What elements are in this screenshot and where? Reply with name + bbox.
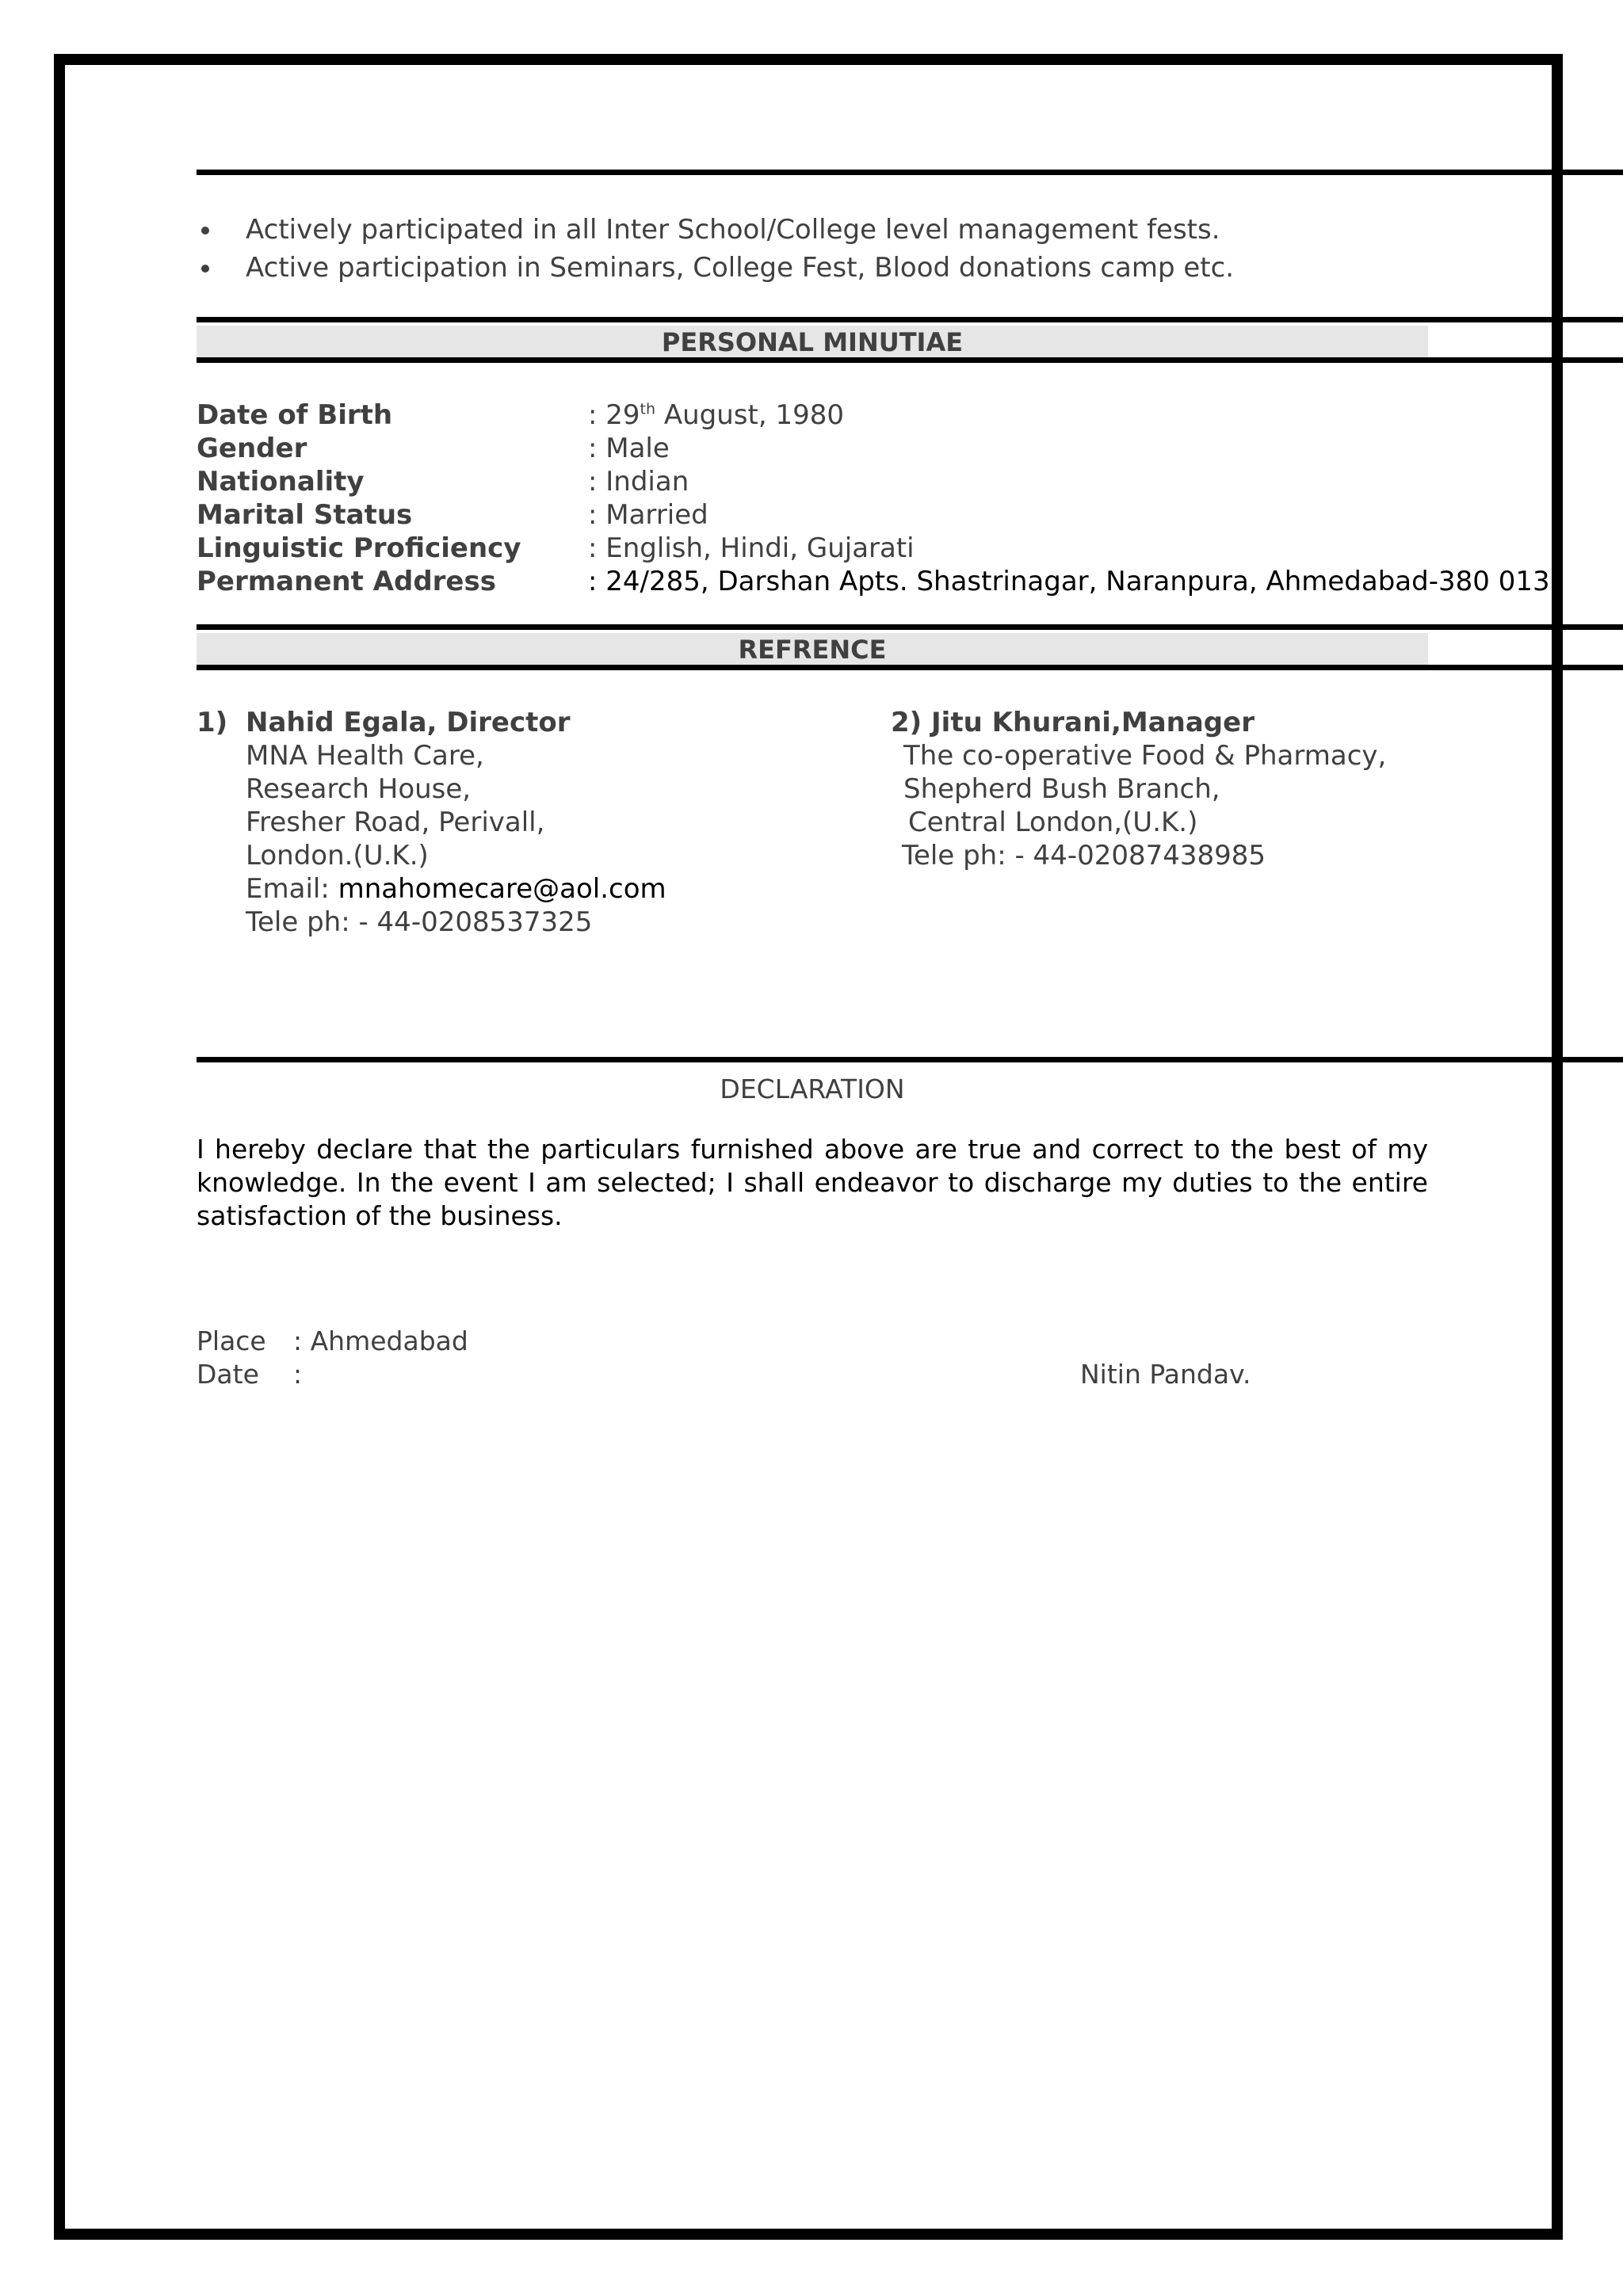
achievements-list xyxy=(197,211,1234,287)
detail-label: Linguistic Proficiency xyxy=(197,532,521,564)
reference-name: Nahid Egala, Director xyxy=(246,707,571,738)
section-title-personal: PERSONAL MINUTIAE xyxy=(197,326,1428,359)
email-label: Email: xyxy=(246,873,338,905)
reference-address-line: Research House, xyxy=(246,773,472,805)
detail-label: Date of Birth xyxy=(197,399,393,431)
date-label: Date xyxy=(197,1359,259,1390)
detail-row xyxy=(197,399,1550,432)
reference-address-line: Fresher Road, Perivall, xyxy=(246,807,545,838)
detail-value: : 29th August, 1980 xyxy=(588,399,844,431)
reference-address-line: Central London,(U.K.) xyxy=(908,807,1198,838)
reference-name: 2) Jitu Khurani,Manager xyxy=(891,707,1254,738)
reference-address-line: MNA Health Care, xyxy=(246,740,484,772)
section-rule xyxy=(197,665,1623,670)
reference-address-line: The co-operative Food & Pharmacy, xyxy=(903,740,1387,772)
list-item: Active participation in Seminars, College Fest, Blood donations camp etc. xyxy=(197,249,1234,287)
detail-label: Nationality xyxy=(197,466,365,498)
list-item: Actively participated in all Inter School/College level management fests. xyxy=(197,211,1234,249)
email-link[interactable]: mnahomecare@aol.com xyxy=(338,873,666,905)
detail-row xyxy=(197,532,1550,565)
section-title-declaration: DECLARATION xyxy=(720,1074,905,1104)
section-rule xyxy=(197,1057,1623,1062)
detail-label: Gender xyxy=(197,433,307,464)
signatory-name: Nitin Pandav. xyxy=(1080,1359,1251,1390)
reference-phone: Tele ph: - 44-02087438985 xyxy=(902,840,1266,871)
reference-1 xyxy=(197,706,666,939)
reference-2 xyxy=(891,706,1386,872)
detail-label: Marital Status xyxy=(197,499,413,531)
place-label: Place xyxy=(197,1325,266,1356)
date-row xyxy=(197,1358,302,1391)
detail-row xyxy=(197,465,1550,498)
detail-value: : Married xyxy=(588,499,708,531)
declaration-text: I hereby declare that the particulars furnished above are true and correct to the best of my knowledge. In the event I am selected; I shall endeavor to discharge my duties to the entire satisfaction of the business. xyxy=(197,1134,1428,1231)
section-rule xyxy=(197,317,1623,322)
section-title-reference: REFRENCE xyxy=(197,633,1428,666)
reference-number: 1) xyxy=(197,707,228,738)
reference-phone: Tele ph: - 44-0208537325 xyxy=(246,906,593,938)
section-rule xyxy=(197,624,1623,630)
detail-row xyxy=(197,565,1550,598)
place-value: : Ahmedabad xyxy=(293,1325,468,1356)
section-rule xyxy=(197,357,1623,363)
detail-value: : 24/285, Darshan Apts. Shastrinagar, Naranpura, Ahmedabad-380 013 xyxy=(588,566,1550,597)
detail-value: : Male xyxy=(588,433,670,464)
reference-address-line: Shepherd Bush Branch, xyxy=(903,773,1220,805)
place-row xyxy=(197,1325,468,1358)
reference-address-line: London.(U.K.) xyxy=(246,840,429,871)
detail-row xyxy=(197,432,1550,465)
date-value: : xyxy=(293,1359,303,1390)
detail-value: : Indian xyxy=(588,466,689,498)
detail-value: : English, Hindi, Gujarati xyxy=(588,532,915,564)
personal-details xyxy=(197,399,1550,598)
detail-label: Permanent Address xyxy=(197,566,496,597)
section-rule xyxy=(197,170,1623,175)
detail-row xyxy=(197,498,1550,532)
